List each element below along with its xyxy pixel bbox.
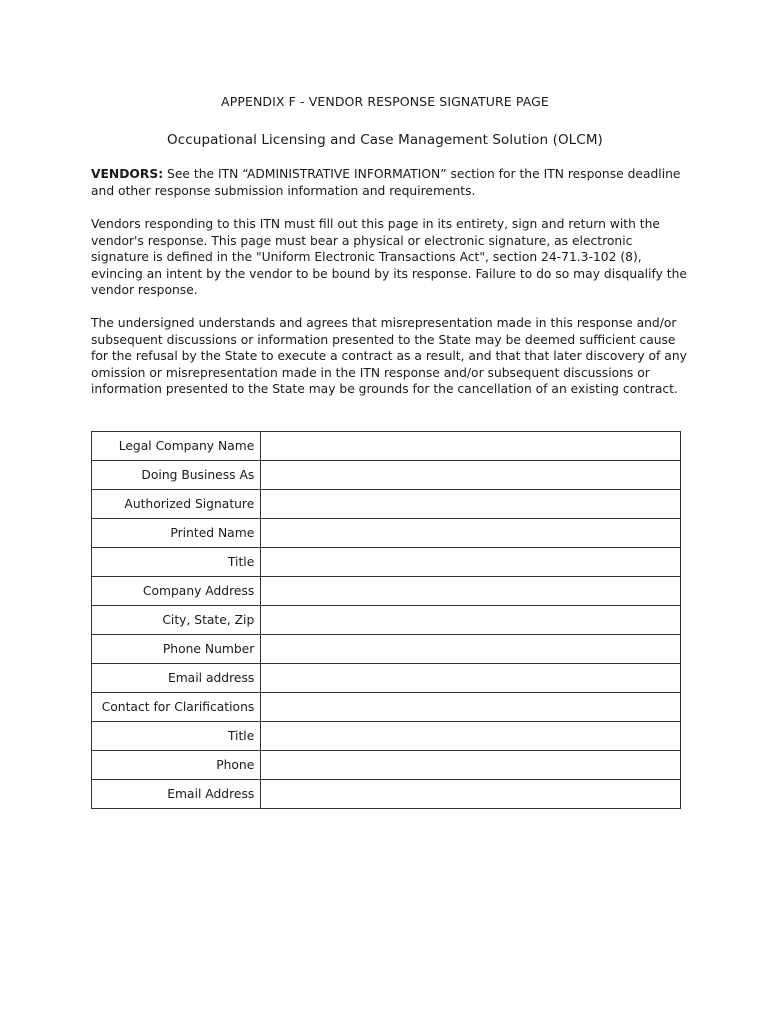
vendors-paragraph — [91, 166, 691, 199]
legal-company-name-field[interactable] — [261, 432, 681, 461]
vendor-info-table — [91, 431, 681, 809]
field-label: Printed Name — [92, 519, 261, 548]
field-label: City, State, Zip — [92, 606, 261, 635]
table-row — [92, 635, 681, 664]
printed-name-field[interactable] — [261, 519, 681, 548]
page-title: APPENDIX F - VENDOR RESPONSE SIGNATURE PAGE — [221, 94, 549, 109]
field-label: Doing Business As — [92, 461, 261, 490]
table-row — [92, 751, 681, 780]
contact-email-address-field[interactable] — [261, 780, 681, 809]
misrepresentation-paragraph: The undersigned understands and agrees that misrepresentation made in this response and/or subsequent discussions or information presented to the State may be deemed sufficient cause for the refusal by the State to execute a contract as a result, and that that later discovery of any omission or misrepresentation made in the ITN response and/or subsequent discussions or information presented to the State may be grounds for the cancellation of an existing contract. — [91, 316, 687, 396]
table-row — [92, 693, 681, 722]
company-address-field[interactable] — [261, 577, 681, 606]
table-row — [92, 606, 681, 635]
field-label: Company Address — [92, 577, 261, 606]
field-label: Phone Number — [92, 635, 261, 664]
contact-for-clarifications-field[interactable] — [261, 693, 681, 722]
table-row — [92, 490, 681, 519]
field-label: Legal Company Name — [92, 432, 261, 461]
contact-title-field[interactable] — [261, 722, 681, 751]
table-row — [92, 519, 681, 548]
table-row — [92, 722, 681, 751]
doing-business-as-field[interactable] — [261, 461, 681, 490]
table-row — [92, 664, 681, 693]
field-label: Email Address — [92, 780, 261, 809]
table-row — [92, 461, 681, 490]
table-row — [92, 432, 681, 461]
contact-phone-field[interactable] — [261, 751, 681, 780]
field-label: Title — [92, 548, 261, 577]
field-label: Contact for Clarifications — [92, 693, 261, 722]
table-row — [92, 780, 681, 809]
phone-number-field[interactable] — [261, 635, 681, 664]
field-label: Title — [92, 722, 261, 751]
vendors-text: See the ITN “ADMINISTRATIVE INFORMATION” section for the ITN response deadline and other response submission information and requirements. — [91, 167, 681, 198]
page-subtitle: Occupational Licensing and Case Management Solution (OLCM) — [167, 132, 603, 148]
email-address-field[interactable] — [261, 664, 681, 693]
table-row — [92, 577, 681, 606]
table-row — [92, 548, 681, 577]
field-label: Email address — [92, 664, 261, 693]
signature-requirement-paragraph: Vendors responding to this ITN must fill out this page in its entirety, sign and return with the vendor's response. This page must bear a physical or electronic signature, as electronic signature is defined in the "Uniform Electronic Transactions Act", section 24-71.3-102 (8), evincing an intent by the vendor to be bound by its response. Failure to do so may disqualify the vendor response. — [91, 217, 687, 297]
field-label: Phone — [92, 751, 261, 780]
city-state-zip-field[interactable] — [261, 606, 681, 635]
field-label: Authorized Signature — [92, 490, 261, 519]
title-field[interactable] — [261, 548, 681, 577]
vendors-label: VENDORS: — [91, 167, 164, 181]
authorized-signature-field[interactable] — [261, 490, 681, 519]
